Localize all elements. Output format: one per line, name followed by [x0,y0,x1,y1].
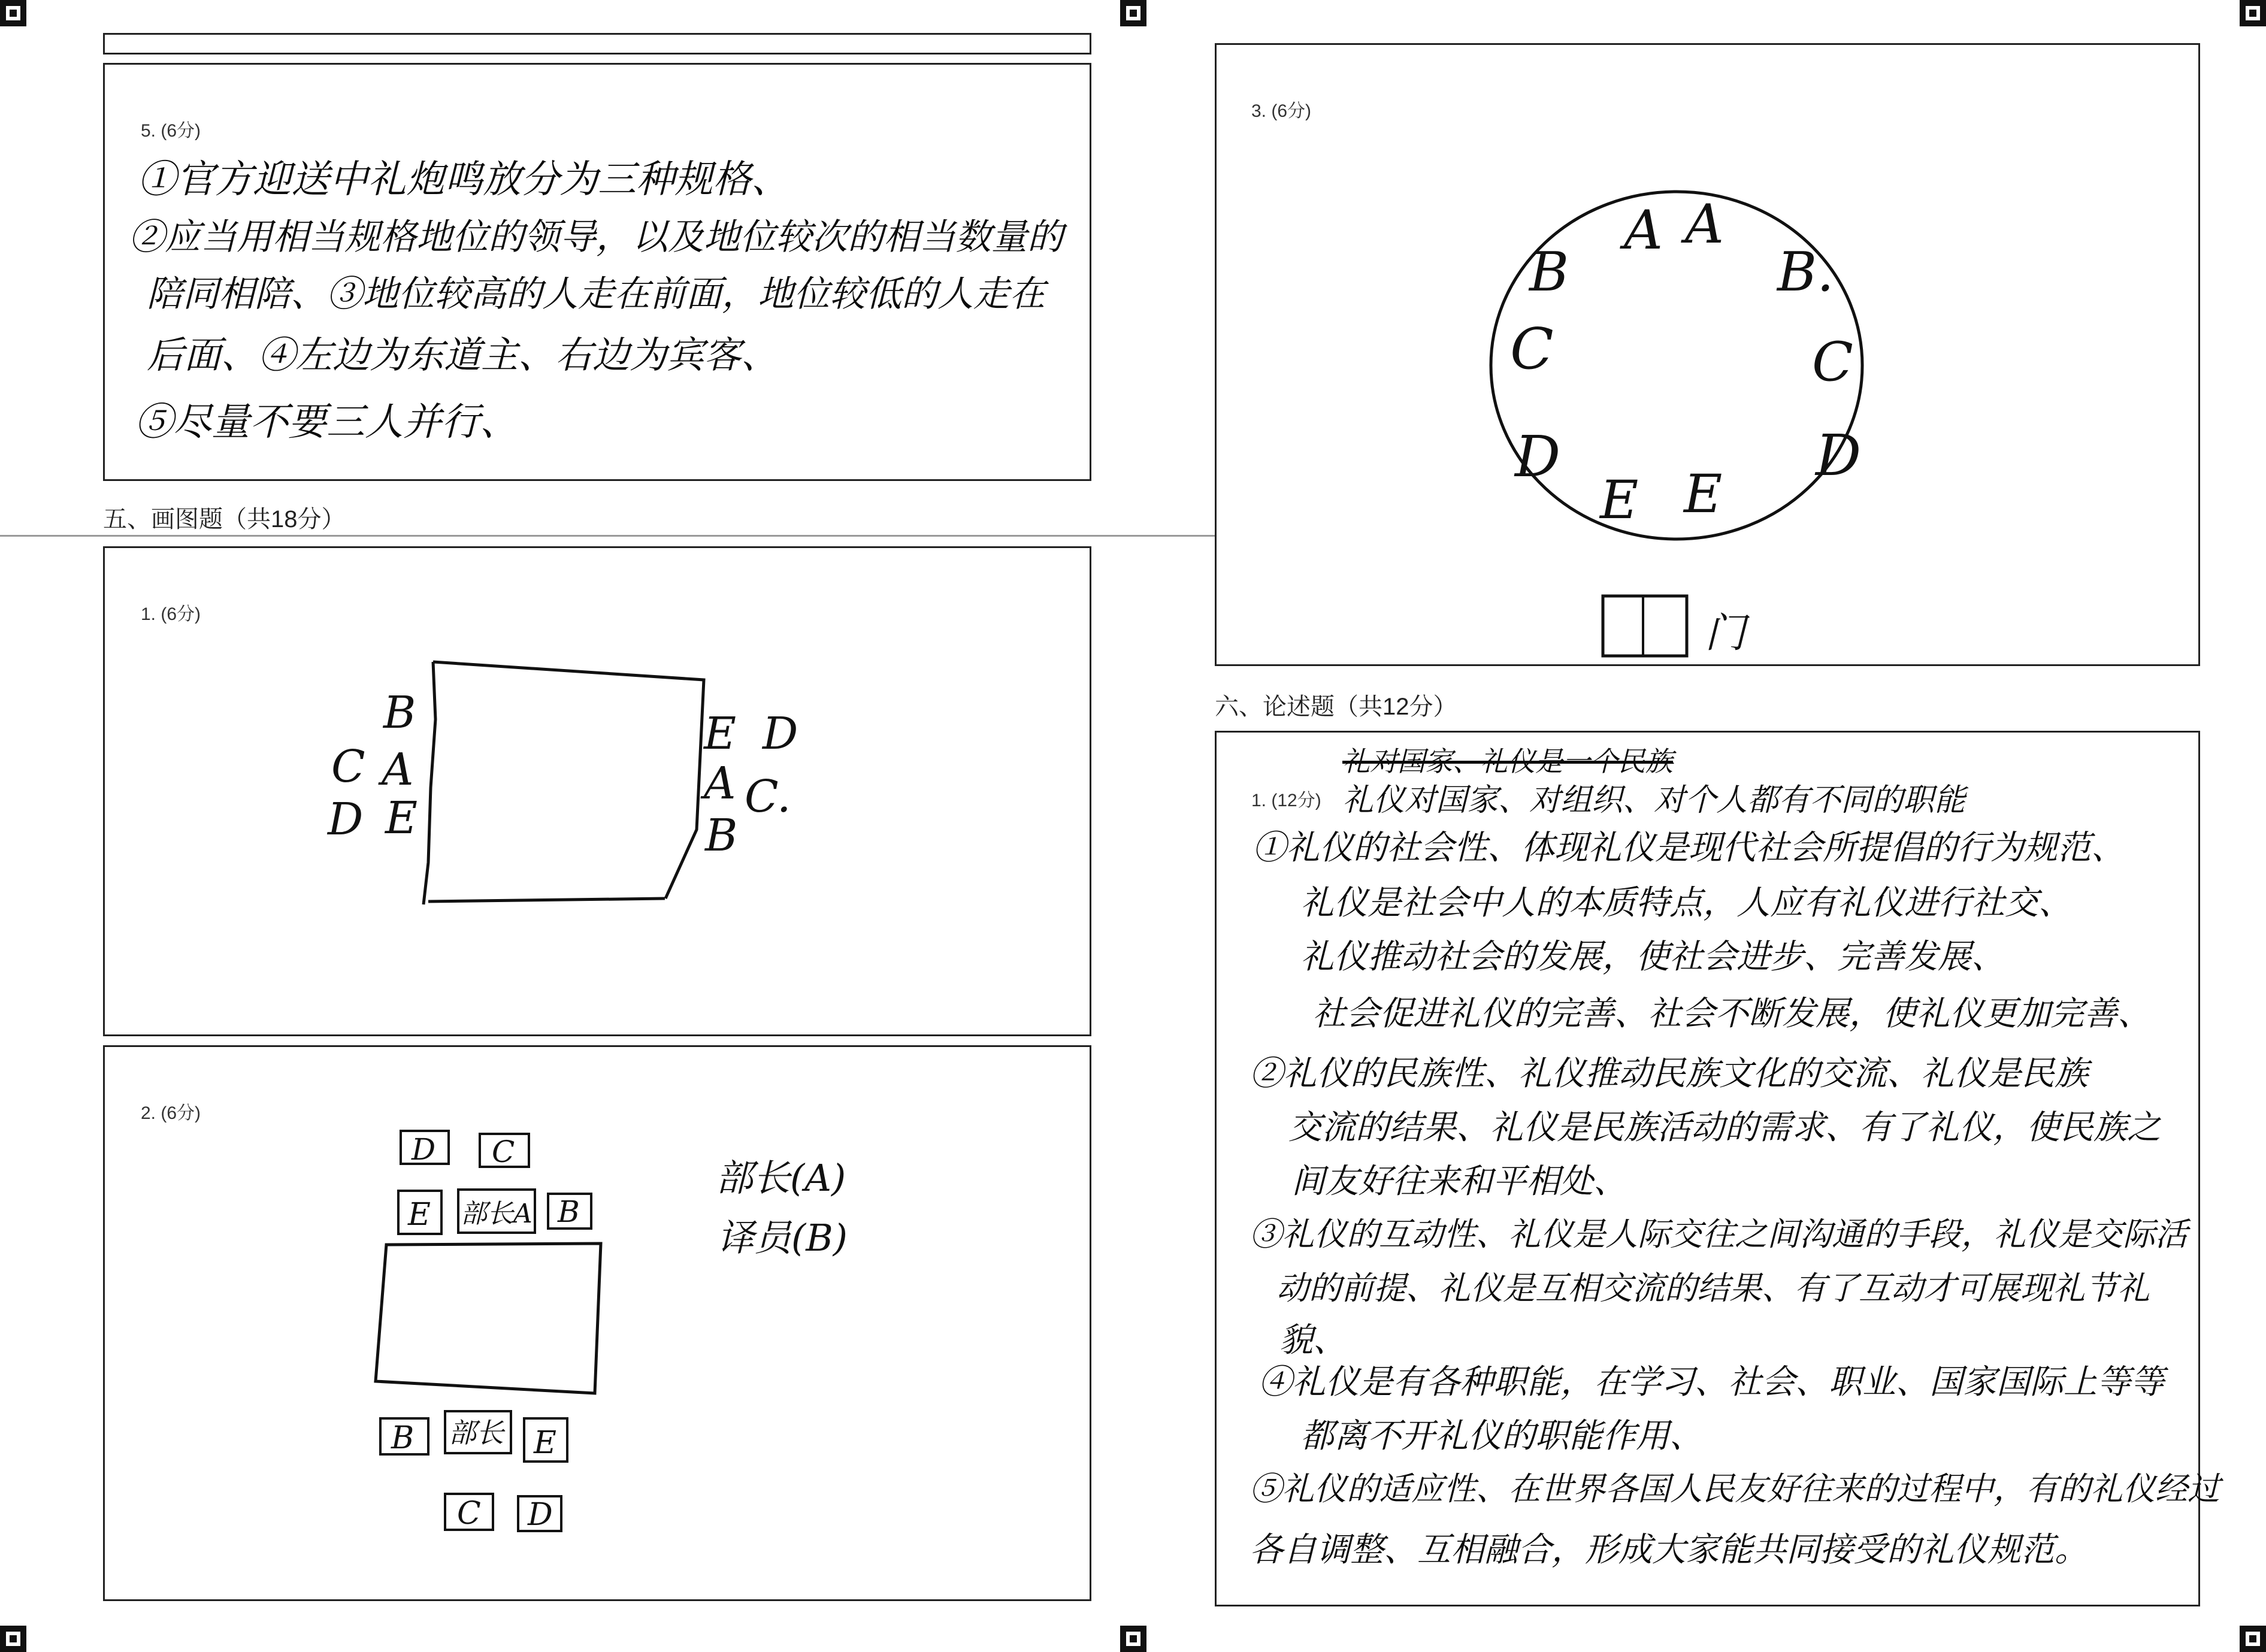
handwritten-line: 间友好往来和平相处、 [1291,1162,1627,1201]
handwritten-line: 后面、④左边为东道主、右边为宾客、 [147,333,779,377]
seat-D-right: D [1816,423,1862,489]
answer-box-drawing-1 [103,546,1091,1036]
door-label: 门 [1705,610,1746,657]
section-title-essay: 六、论述题（共12分） [1215,694,1457,720]
handwritten-line: 礼仪推动社会的发展，使社会进步、完善发展、 [1300,937,2005,976]
seat-right-B: B [705,810,738,861]
handwritten-line: ①官方迎送中礼炮鸣放分为三种规格、 [138,158,789,202]
answer-box-q5 [103,63,1091,481]
note-minister: 部长(A) [716,1156,846,1200]
seat-A-1: A [1624,199,1663,262]
seat-left-A: A [382,744,414,795]
seat-right-E: E [704,708,737,760]
seat-right-C: C. [745,771,791,822]
corner-marker-bottom-left [0,1626,26,1652]
answer-box-drawing-3 [1215,43,2200,666]
seat-left-C: C [331,741,365,792]
handwritten-line: ③礼仪的互动性、礼仪是人际交往之间沟通的手段，礼仪是交际活 [1250,1215,2188,1253]
seat-D-left: D [1515,424,1561,490]
seat-bottom-D: D [528,1497,553,1533]
handwritten-line: ⑤礼仪的适应性、在世界各国人民友好往来的过程中，有的礼仪经过 [1250,1470,2220,1508]
conference-table-drawing [105,548,1093,1038]
corner-marker-top-left [0,0,26,26]
handwritten-line: 貌、 [1279,1321,1347,1360]
handwritten-line: 都离不开礼仪的职能作用、 [1300,1417,1703,1456]
question-label: 2. (6分) [141,1103,201,1123]
handwritten-line: ⑤尽量不要三人并行、 [135,400,518,444]
handwritten-line: 各自调整、互相融合，形成大家能共同接受的礼仪规范。 [1250,1530,2088,1569]
seat-bottom-E: E [534,1425,556,1461]
corner-marker-top-center [1120,0,1146,26]
struck-out-text: 礼对国家、礼仪是一个民族 [1342,745,1673,777]
answer-box-drawing-2 [103,1045,1091,1601]
section-title-drawing: 五、画图题（共18分） [103,506,346,532]
handwritten-line: 社会促进礼仪的完善、社会不断发展，使礼仪更加完善、 [1312,994,2151,1033]
handwritten-line: 动的前提、礼仪是互相交流的结果、有了互动才可展现礼节礼 [1276,1269,2150,1307]
seat-E-left: E [1600,469,1639,531]
seat-A-2: A [1685,193,1724,256]
seat-B-right: B. [1777,241,1834,304]
seat-top-E: E [408,1197,431,1233]
seat-bottom-minister: 部长 [449,1417,504,1449]
handwritten-line: ①礼仪的社会性、体现礼仪是现代社会所提倡的行为规范、 [1252,828,2125,867]
seat-right-A: A [704,758,736,809]
round-table-drawing [1217,45,2202,668]
seat-left-E: E [385,792,418,844]
seat-C-right: C [1812,331,1853,394]
previous-answer-box-remnant [103,33,1091,55]
handwritten-line: 交流的结果、礼仪是民族活动的需求、有了礼仪，使民族之 [1288,1108,2161,1147]
seat-B-left: B [1529,241,1569,304]
question-label: 5. (6分) [141,121,201,141]
seat-left-D: D [328,794,364,845]
seat-left-B: B [383,687,416,739]
seat-bottom-C: C [457,1496,481,1532]
seating-chart-drawing [105,1047,1093,1603]
handwritten-line: 礼仪是社会中人的本质特点，人应有礼仪进行社交、 [1300,884,2072,922]
seat-top-C: C [492,1134,515,1169]
handwritten-line: ②应当用相当规格地位的领导，以及地位较次的相当数量的 [129,216,1063,258]
corner-marker-top-right [2240,0,2266,26]
seat-E-right: E [1684,463,1723,525]
handwritten-line: ④礼仪是有各种职能，在学习、社会、职业、国家国际上等等 [1258,1363,2164,1402]
seat-bottom-B: B [391,1420,415,1456]
question-label: 1. (12分) [1251,791,1321,810]
seat-top-B: B [558,1194,580,1229]
corner-marker-bottom-right [2240,1626,2266,1652]
seat-top-minister-A: 部长A [461,1199,533,1229]
note-interpreter: 译员(B) [717,1216,848,1260]
seat-right-D: D [763,708,798,760]
handwritten-line: 陪同相陪、③地位较高的人走在前面，地位较低的人走在 [147,273,1045,315]
corner-marker-bottom-center [1120,1626,1146,1652]
answer-box-essay-1 [1215,731,2220,1606]
seat-C-left: C [1510,316,1554,382]
question-label: 3. (6分) [1251,101,1312,121]
handwritten-line: ②礼仪的民族性、礼仪推动民族文化的交流、礼仪是民族 [1250,1054,2088,1093]
question-label: 1. (6分) [141,604,201,624]
seat-top-D: D [412,1132,436,1167]
handwritten-line: 礼仪对国家、对组织、对个人都有不同的职能 [1342,782,1966,818]
